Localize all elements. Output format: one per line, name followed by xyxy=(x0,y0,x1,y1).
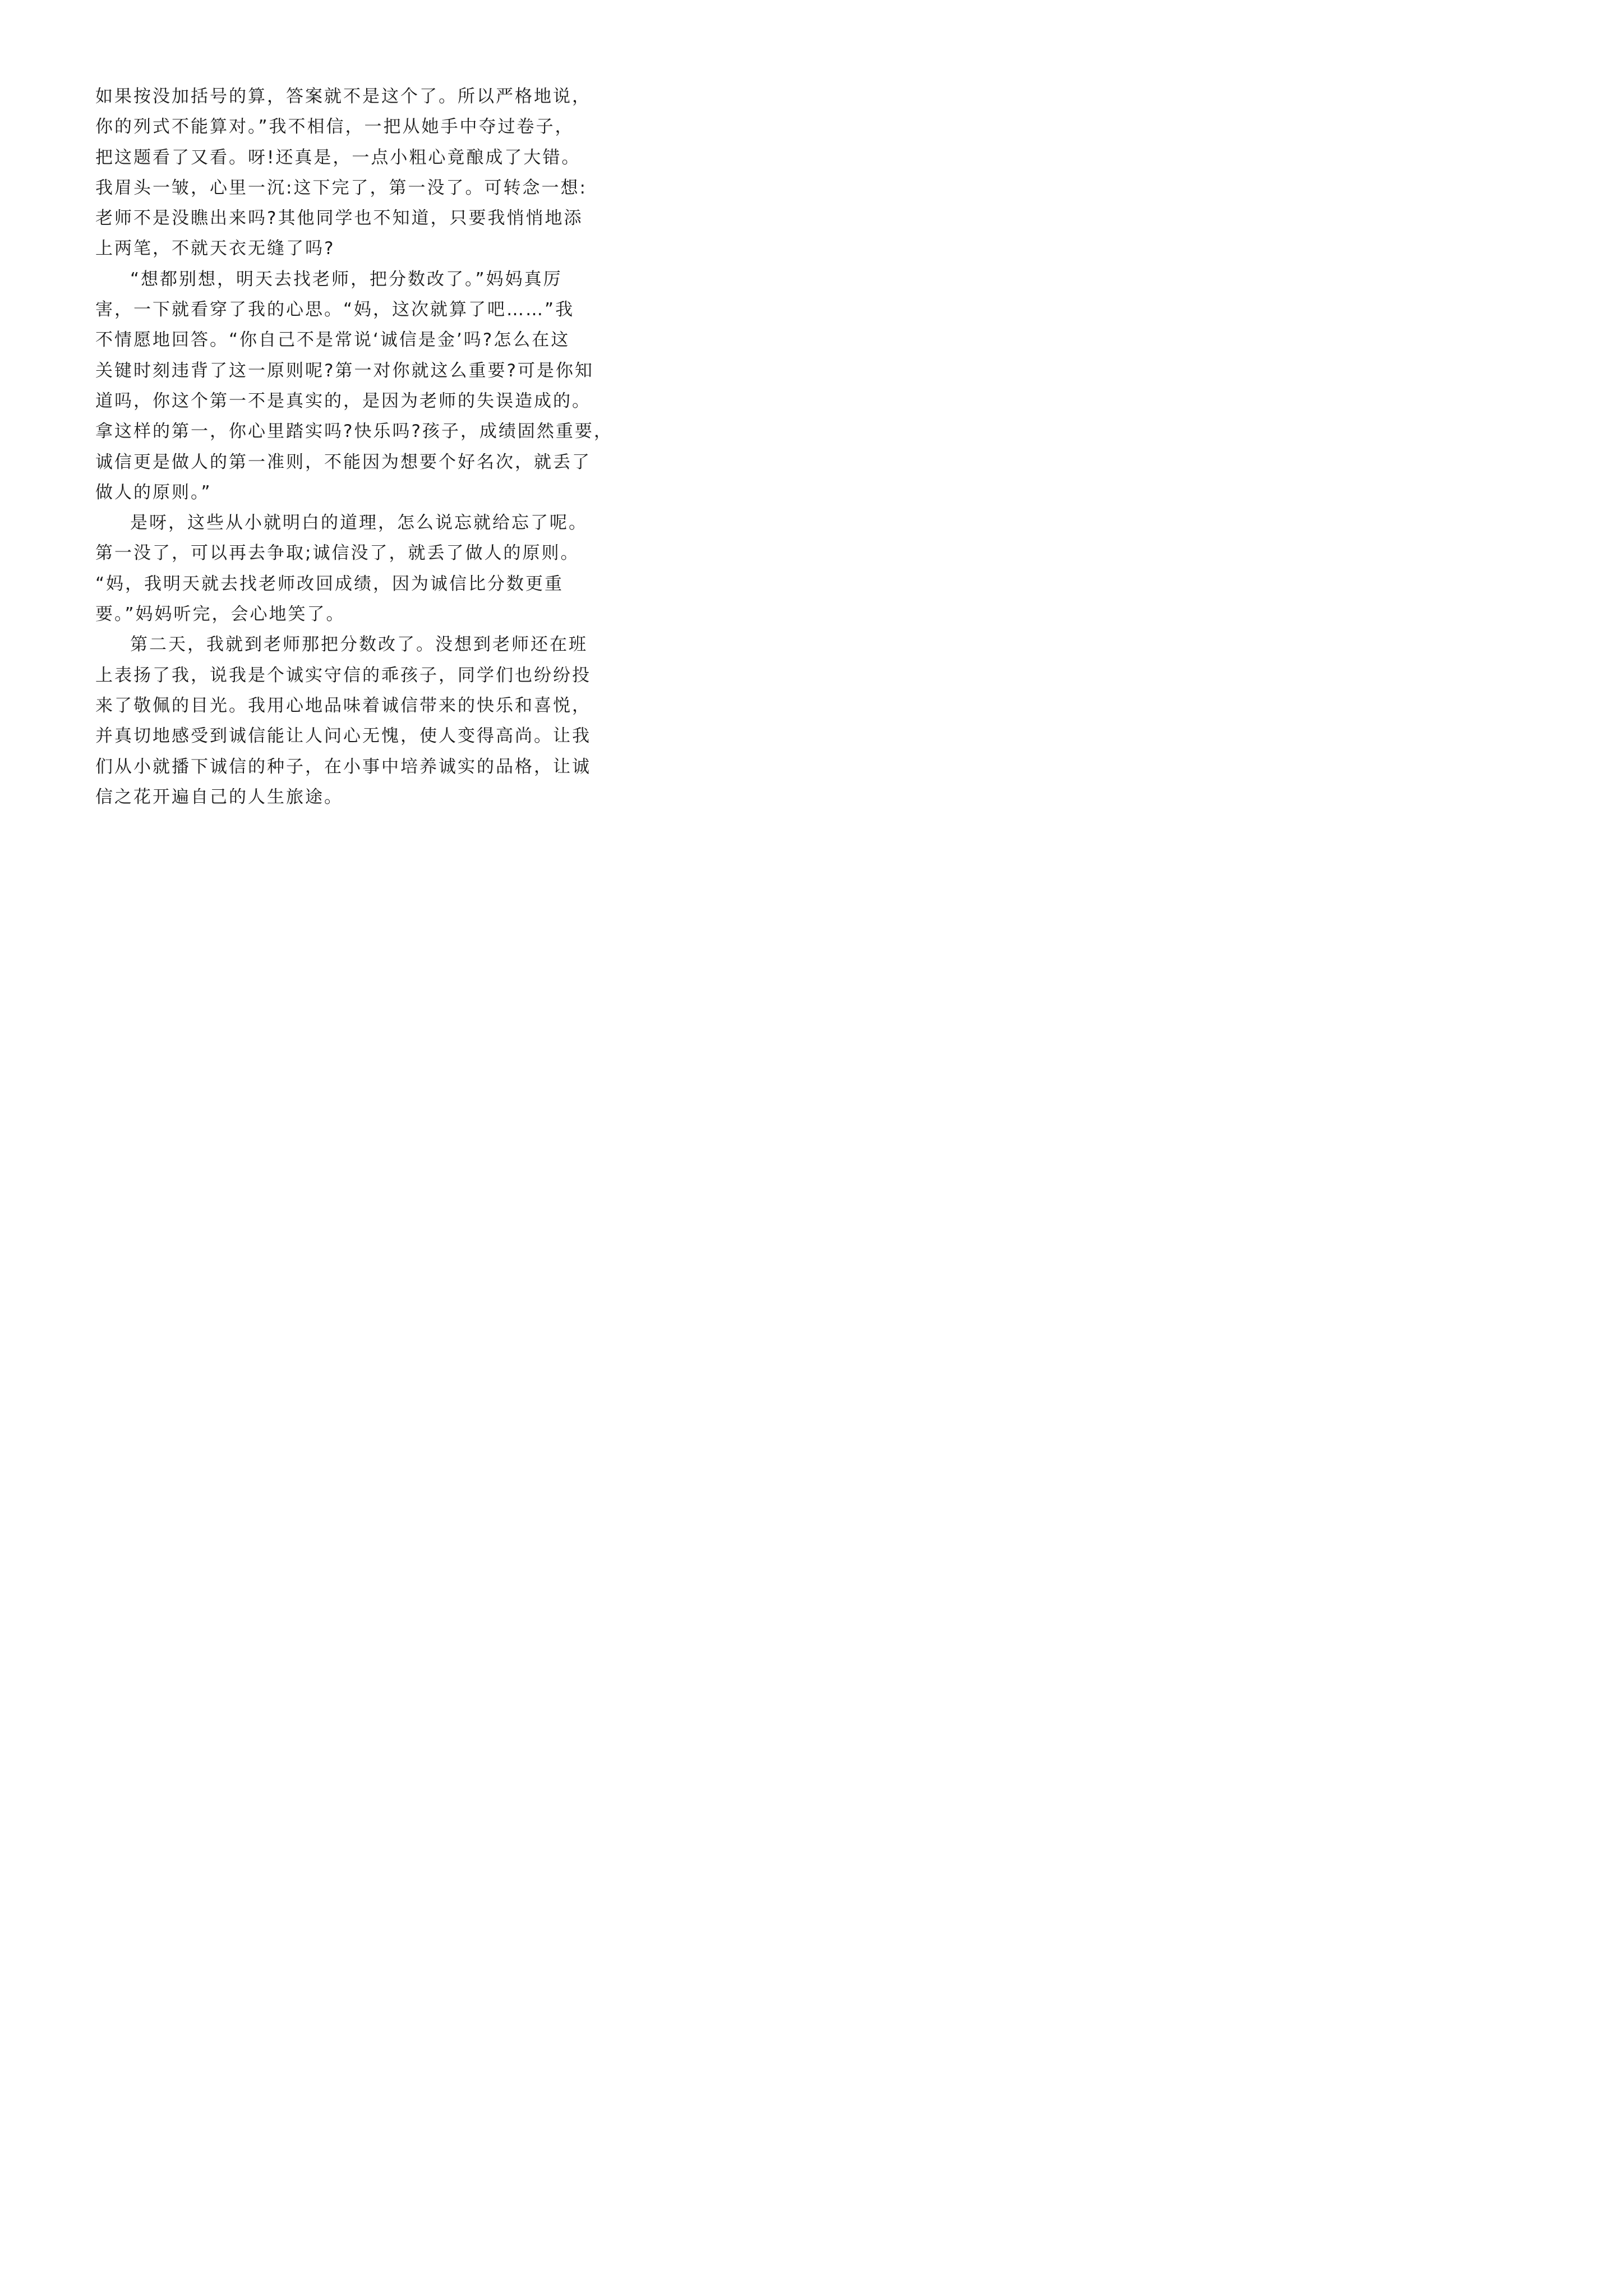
text-line: 第一没了，可以再去争取;诚信没了，就丢了做人的原则。 xyxy=(95,543,580,564)
text-line: 我眉头一皱，心里一沉:这下完了，第一没了。可转念一想: xyxy=(95,177,587,198)
text-line: 来了敬佩的目光。我用心地品味着诚信带来的快乐和喜悦， xyxy=(95,695,591,716)
text-line: 把这题看了又看。呀!还真是，一点小粗心竟酿成了大错。 xyxy=(95,147,581,168)
text-line: 道吗，你这个第一不是真实的，是因为老师的失误造成的。 xyxy=(95,390,591,411)
text-line: 拿这样的第一，你心里踏实吗?快乐吗?孩子，成绩固然重要， xyxy=(95,421,613,442)
text-line: 做人的原则。” xyxy=(95,482,212,503)
text-line: 并真切地感受到诚信能让人问心无愧，使人变得高尚。让我 xyxy=(95,726,591,747)
text-line: “想都别想，明天去找老师，把分数改了。”妈妈真厉 xyxy=(130,269,562,289)
text-line: 第二天，我就到老师那把分数改了。没想到老师还在班 xyxy=(130,634,588,655)
text-line: “妈，我明天就去找老师改回成绩，因为诚信比分数更重 xyxy=(95,573,564,594)
text-line: 老师不是没瞧出来吗?其他同学也不知道，只要我悄悄地添 xyxy=(95,208,583,229)
text-line: 不情愿地回答。“你自己不是常说‘诚信是金’吗?怎么在这 xyxy=(95,330,570,351)
essay-body xyxy=(95,81,613,812)
text-line: 你的列式不能算对。”我不相信，一把从她手中夺过卷子， xyxy=(95,117,574,137)
text-line: 要。”妈妈听完，会心地笑了。 xyxy=(95,604,345,625)
text-line: 们从小就播下诚信的种子，在小事中培养诚实的品格，让诚 xyxy=(95,756,591,777)
text-line: 关键时刻违背了这一原则呢?第一对你就这么重要?可是你知 xyxy=(95,360,594,381)
text-line: 是呀，这些从小就明白的道理，怎么说忘就给忘了呢。 xyxy=(130,513,588,533)
text-line: 上表扬了我，说我是个诚实守信的乖孩子，同学们也纷纷投 xyxy=(95,665,591,685)
text-line: 如果按没加括号的算，答案就不是这个了。所以严格地说， xyxy=(95,86,591,107)
text-line: 害，一下就看穿了我的心思。“妈，这次就算了吧……”我 xyxy=(95,300,575,320)
text-line: 上两笔，不就天衣无缝了吗? xyxy=(95,238,335,259)
text-line: 信之花开遍自己的人生旅途。 xyxy=(95,786,343,807)
document-page xyxy=(0,0,616,872)
text-line: 诚信更是做人的第一准则，不能因为想要个好名次，就丢了 xyxy=(95,452,591,472)
